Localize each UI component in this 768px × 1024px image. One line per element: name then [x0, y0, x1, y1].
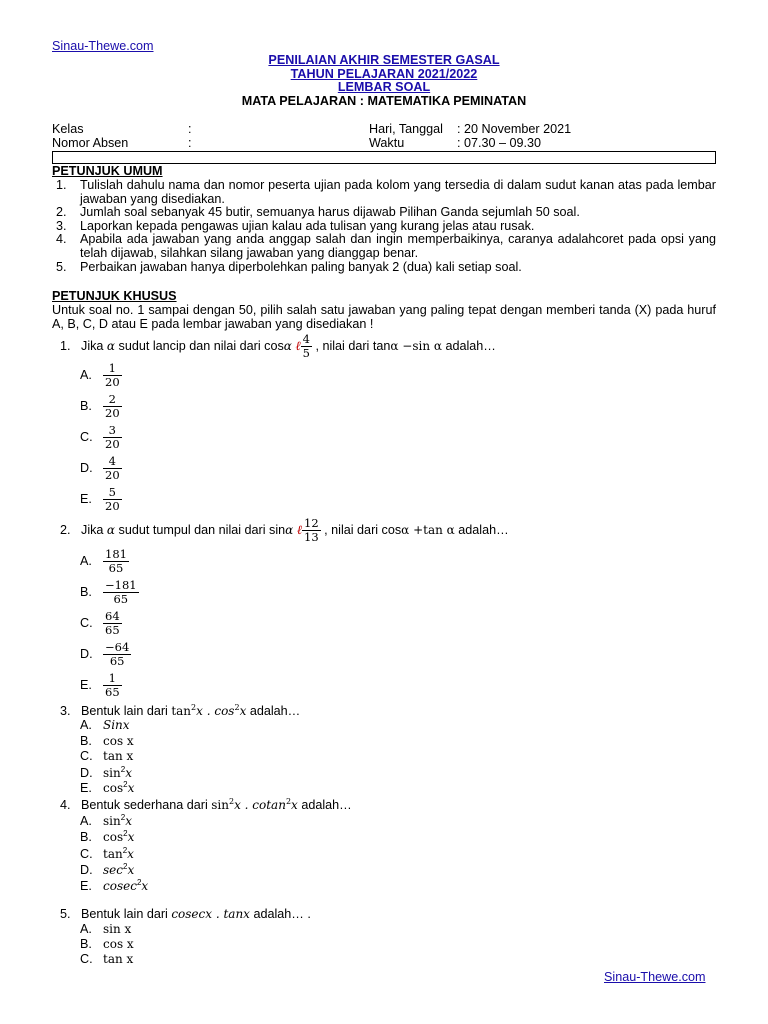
school-year: TAHUN PELAJARAN 2021/2022 [290, 67, 478, 81]
name-box [52, 151, 716, 164]
list-item: 3. Laporkan kepada pengawas ujian kalau ada tulisan yang kurang jelas atau rusak. [56, 218, 535, 233]
q4-option-d: D. $\sec^2x$ [80, 862, 135, 877]
waktu-label: Waktu [369, 136, 405, 150]
top-site-link[interactable]: Sinau-Thewe.com [52, 39, 154, 53]
q4-option-a: A. $\sin^2x$ [80, 813, 132, 828]
q2-option-a: A. $\frac{181}{65}$ [80, 547, 127, 575]
q5-option-a: A. sin x [80, 922, 132, 936]
q2-option-b: B. $\frac{-181}{65}$ [80, 578, 137, 606]
q1-option-a: A. $\frac{1}{20}$ [80, 361, 120, 389]
petunjuk-umum-title: PETUNJUK UMUM [52, 164, 163, 178]
question-2: 2. Jika α sudut tumpul dan nilai dari sinα ℓ $\frac{12}{13}$ , nilai dari cosα +tan α adalah… [60, 516, 509, 544]
q2-option-e: E. $\frac{1}{65}$ [80, 671, 120, 699]
q1-option-d: D. $\frac{4}{20}$ [80, 454, 120, 482]
hari-label: Hari, Tanggal [369, 122, 443, 136]
list-item: 2. Jumlah soal sebanyak 45 butir, semuanya harus dijawab Pilihan Ganda sejumlah 50 soal. [56, 205, 580, 220]
hari-value: : 20 November 2021 [457, 122, 572, 136]
exam-title: PENILAIAN AKHIR SEMESTER GASAL [268, 53, 500, 67]
q5-option-c: C. tan x [80, 952, 134, 966]
q4-option-b: B. $\cos^2x$ [80, 829, 135, 844]
q3-option-d: D. $\sin^2x$ [80, 765, 132, 780]
petunjuk-khusus-text: Untuk soal no. 1 sampai dengan 50, pilih salah satu jawaban yang paling tepat dengan memberi tanda (X) pada huruf A, B, C, D atau E pada lembar jawaban yang disediakan ! [52, 303, 716, 331]
petunjuk-khusus-title: PETUNJUK KHUSUS [52, 289, 177, 303]
q5-option-b: B. cos x [80, 937, 134, 951]
q2-option-c: C. $\frac{64}{65}$ [80, 609, 120, 637]
kelas-sep: : [188, 122, 192, 136]
q3-option-e: E. $\cos^2x$ [80, 780, 135, 795]
question-1: 1. Jika α sudut lancip dan nilai dari cosα ℓ $\frac{4}{5}$ , nilai dari tanα −sin α adalah… [60, 332, 496, 360]
q2-option-d: D. $\frac{-64}{65}$ [80, 640, 130, 668]
sheet-title: LEMBAR SOAL [337, 80, 431, 94]
question-4: 4. Bentuk sederhana dari $\sin^2x$ . cotan$^2$x adalah… [60, 797, 352, 812]
question-3: 3. Bentuk lain dari $\tan^2x$ . $\cos^2x$ adalah… [60, 703, 301, 718]
absen-label: Nomor Absen [52, 136, 129, 150]
list-item: 4. Apabila ada jawaban yang anda anggap salah dan ingin memperbaikinya, caranya adalahcoret pada opsi yang telah dijawab, silahkan silang jawaban yang dianggap benar. [56, 232, 716, 260]
absen-sep: : [188, 136, 192, 150]
question-5: 5. Bentuk lain dari cosecx . tanx adalah… . [60, 907, 311, 921]
q3-option-a: A. Sinx [80, 718, 130, 732]
subject-line: MATA PELAJARAN : MATEMATIKA PEMINATAN [241, 94, 527, 108]
q4-option-e: E. cosec$^2$x [80, 878, 149, 893]
bottom-site-link[interactable]: Sinau-Thewe.com [604, 970, 706, 984]
q3-option-c: C. tan x [80, 749, 134, 763]
list-item: 1. Tulislah dahulu nama dan nomor peserta ujian pada kolom yang tersedia di dalam sudut kanan atas pada lembar jawaban yang disediakan. [56, 178, 716, 206]
waktu-value: : 07.30 – 09.30 [457, 136, 542, 150]
q1-option-c: C. $\frac{3}{20}$ [80, 423, 120, 451]
petunjuk-umum-list [52, 179, 716, 274]
kelas-label: Kelas [52, 122, 84, 136]
q1-option-b: B. $\frac{2}{20}$ [80, 392, 120, 420]
q1-option-e: E. $\frac{5}{20}$ [80, 485, 120, 513]
q3-option-b: B. cos x [80, 734, 134, 748]
q4-option-c: C. $\tan^2x$ [80, 846, 134, 861]
list-item: 5. Perbaikan jawaban hanya diperbolehkan paling banyak 2 (dua) kali setiap soal. [56, 259, 522, 274]
